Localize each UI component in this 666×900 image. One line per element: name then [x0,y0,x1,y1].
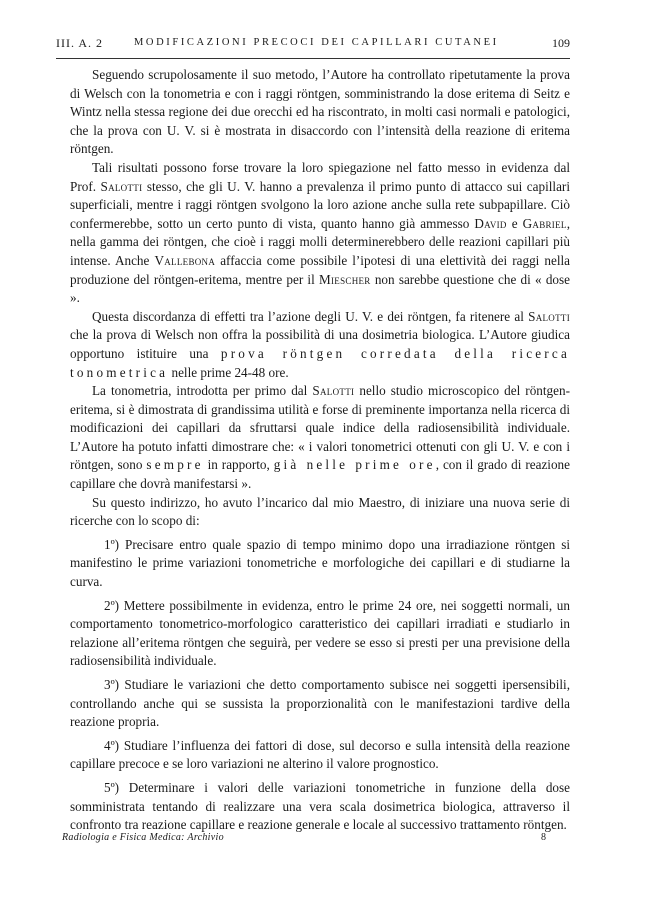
paragraph-2: Tali risultati possono forse trovare la loro spiegazione nel fatto messo in evidenza dal Prof. Salotti stesso, che gli U. V. hanno a prevalenza il primo punto di attacco sui capillari superficiali, mentre i raggi röntgen svolgono la loro azione anche sulla rete subpapillare. Ciò confermerebbe, sotto un certo punto di vista, quanto hanno già ammesso David e Gabriel, nella gamma dei röntgen, che cioè i raggi molli determinerebbero delle reazioni capillari più intense. Anche Vallebona affaccia come possibile l’ipotesi di una elettività dei raggi nella produzione del röntgen-eritema, mentre per il Miescher non sarebbe questione che di « dose ». [70,159,570,306]
section-number: III. A. 2 [56,36,103,50]
spaced-emphasis: già nelle prime ore [273,457,436,473]
running-header [56,36,570,56]
author-name: Salotti [528,308,570,324]
author-name: Salotti [100,178,143,194]
spaced-emphasis: prova röntgen corredata della ricerca tonometrica [70,345,570,380]
paragraph-3: Questa discordanza di effetti tra l’azione degli U. V. e dei röntgen, fa ritenere al Salotti che la prova di Welsch non offra la possibilità di una dosimetria biologica. L’Autore giudica opportuno istituire una prova röntgen corredata della ricerca tonometrica nelle prime 24-48 ore. [70,308,570,380]
header-rule [56,58,570,59]
author-name: Miescher [318,271,371,287]
list-item: 1º) Precisare entro quale spazio di tempo minimo dopo una irradiazione röntgen si manifestino le prime variazioni tonometriche e morfologiche dei capillari e di studiarne la curva. [70,536,570,590]
body-text [70,66,570,835]
paragraph-1: Seguendo scrupolosamente il suo metodo, l’Autore ha controllato ripetutamente la prova di Welsch con la tonometria e con i raggi röntgen, somministrando la dose eritema di Seitz e Wintz nella stessa regione dei due orecchi ed ha riscontrato, in molti casi normali e patologici, che la prova con U. V. si è mostrata in disaccordo con l’intensità della reazione di eritema röntgen. [70,67,570,157]
paragraph-5: Su questo indirizzo, ho avuto l’incarico dal mio Maestro, di iniziare una nuova serie di ricerche con lo scopo di: [70,494,570,529]
paragraph-4: La tonometria, introdotta per primo dal Salotti nello studio microscopico del röntgen-eritema, si è dimostrata di grandissima utilità e forse di preminente importanza nella ricerca di modificazioni dei capillari da sfruttarsi quale indice della radiosensibilità individuale. L’Autore ha potuto infatti dimostrare che: « i valori tonometrici ottenuti con gli U. V. e con i röntgen, sono sempre in rapporto, già nelle prime ore, con il grado di reazione capillare che dovrà manifestarsi ». [70,383,571,492]
author-name: David [474,215,507,231]
page-number: 109 [552,36,570,50]
author-name: Vallebona [154,252,216,268]
journal-name: Radiologia e Fisica Medica: Archivio [62,832,224,843]
list-item: 5º) Determinare i valori delle variazioni tonometriche in funzione della dose somministrata tentando di realizzare una vera scala dosimetrica biologica, attraverso il confronto tra reazione capillare e reazione generale e locale al successivo trattamento röntgen. [70,779,570,833]
signature-mark: 8 [541,832,546,843]
author-name: Gabriel [522,215,567,231]
author-name: Salotti [312,383,355,399]
list-item: 3º) Studiare le variazioni che detto comportamento subisce nei soggetti ipersensibili, controllando anche qui se sussista la proporzionalità con le manifestazioni tardive della reazione propria. [70,677,570,730]
list-item: 4º) Studiare l’influenza dei fattori di dose, sul decorso e sulla intensità della reazione capillare precoce e se loro variazioni ne alterino il valore prognostico. [70,737,570,772]
running-title: MODIFICAZIONI PRECOCI DEI CAPILLARI CUTANEI [134,37,499,48]
list-item: 2º) Mettere possibilmente in evidenza, entro le prime 24 ore, nei soggetti normali, un comportamento tonometrico-morfologico caratteristico dei capillari irradiati e studiarlo in relazione all’eritema röntgen che seguirà, per vedere se esso si presti per una previsione della radiosensibilità individuale. [70,597,570,669]
spaced-emphasis: sempre [146,457,204,473]
